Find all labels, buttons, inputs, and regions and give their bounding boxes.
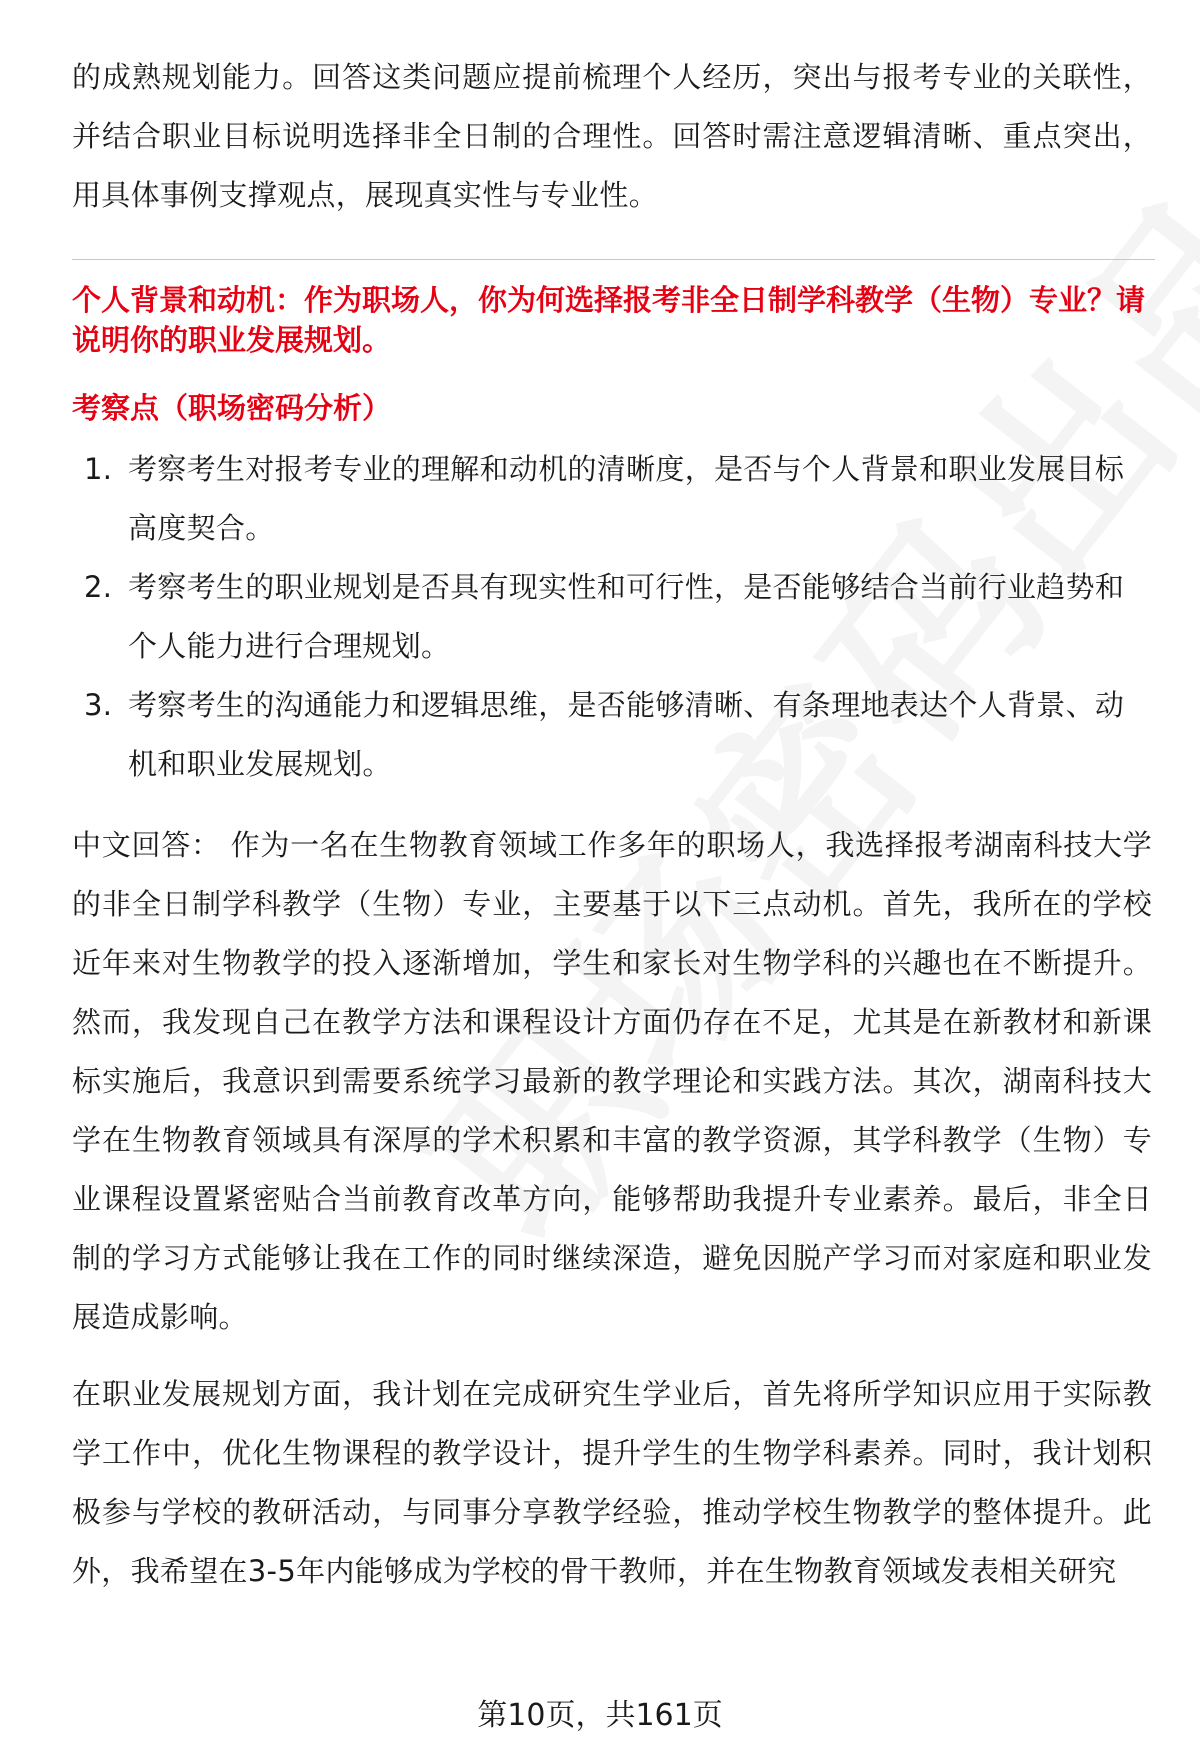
list-item-text: 考察考生的职业规划是否具有现实性和可行性，是否能够结合当前行业趋势和个人能力进行合理规划。	[128, 570, 1125, 663]
career-plan-paragraph: 在职业发展规划方面，我计划在完成研究生学业后，首先将所学知识应用于实际教学工作中，优化生物课程的教学设计，提升学生的生物学科素养。同时，我计划积极参与学校的教研活动，与同事分享教学经验，推动学校生物教学的整体提升。此外，我希望在3-5年内能够成为学校的骨干教师，并在生物教育领域发表相关研究	[72, 1377, 1152, 1588]
list-item	[72, 558, 1152, 676]
page-content	[72, 48, 1152, 1601]
list-item-number: 3.	[84, 688, 113, 722]
list-item	[72, 440, 1152, 558]
section-heading: 考察点（职场密码分析）	[72, 391, 392, 425]
section-divider	[72, 259, 1155, 260]
answer-paragraph: 中文回答： 作为一名在生物教育领域工作多年的职场人，我选择报考湖南科技大学的非全日制学科教学（生物）专业，主要基于以下三点动机。首先，我所在的学校近年来对生物教学的投入逐渐增加，学生和家长对生物学科的兴趣也在不断提升。然而，我发现自己在教学方法和课程设计方面仍存在不足，尤其是在新教材和新课标实施后，我意识到需要系统学习最新的教学理论和实践方法。其次，湖南科技大学在生物教育领域具有深厚的学术积累和丰富的教学资源，其学科教学（生物）专业课程设置紧密贴合当前教育改革方向，能够帮助我提升专业素养。最后，非全日制的学习方式能够让我在工作的同时继续深造，避免因脱产学习而对家庭和职业发展造成影响。	[72, 828, 1152, 1334]
assessment-points-list	[72, 440, 1152, 794]
intro-paragraph: 的成熟规划能力。回答这类问题应提前梳理个人经历，突出与报考专业的关联性，并结合职业目标说明选择非全日制的合理性。回答时需注意逻辑清晰、重点突出，用具体事例支撑观点，展现真实性与专业性。	[72, 60, 1152, 212]
page-number-footer: 第10页，共161页	[477, 1698, 723, 1733]
question-heading: 个人背景和动机：作为职场人，你为何选择报考非全日制学科教学（生物）专业？请说明你的职业发展规划。	[72, 283, 1146, 357]
career-plan-section	[72, 1365, 1152, 1601]
answer-section	[72, 816, 1152, 1347]
list-item-number: 2.	[84, 570, 113, 604]
list-item-text: 考察考生的沟通能力和逻辑思维，是否能够清晰、有条理地表达个人背景、动机和职业发展规划。	[128, 688, 1125, 781]
list-item-text: 考察考生对报考专业的理解和动机的清晰度，是否与个人背景和职业发展目标高度契合。	[128, 452, 1125, 545]
list-item-number: 1.	[84, 452, 113, 486]
list-item	[72, 676, 1152, 794]
